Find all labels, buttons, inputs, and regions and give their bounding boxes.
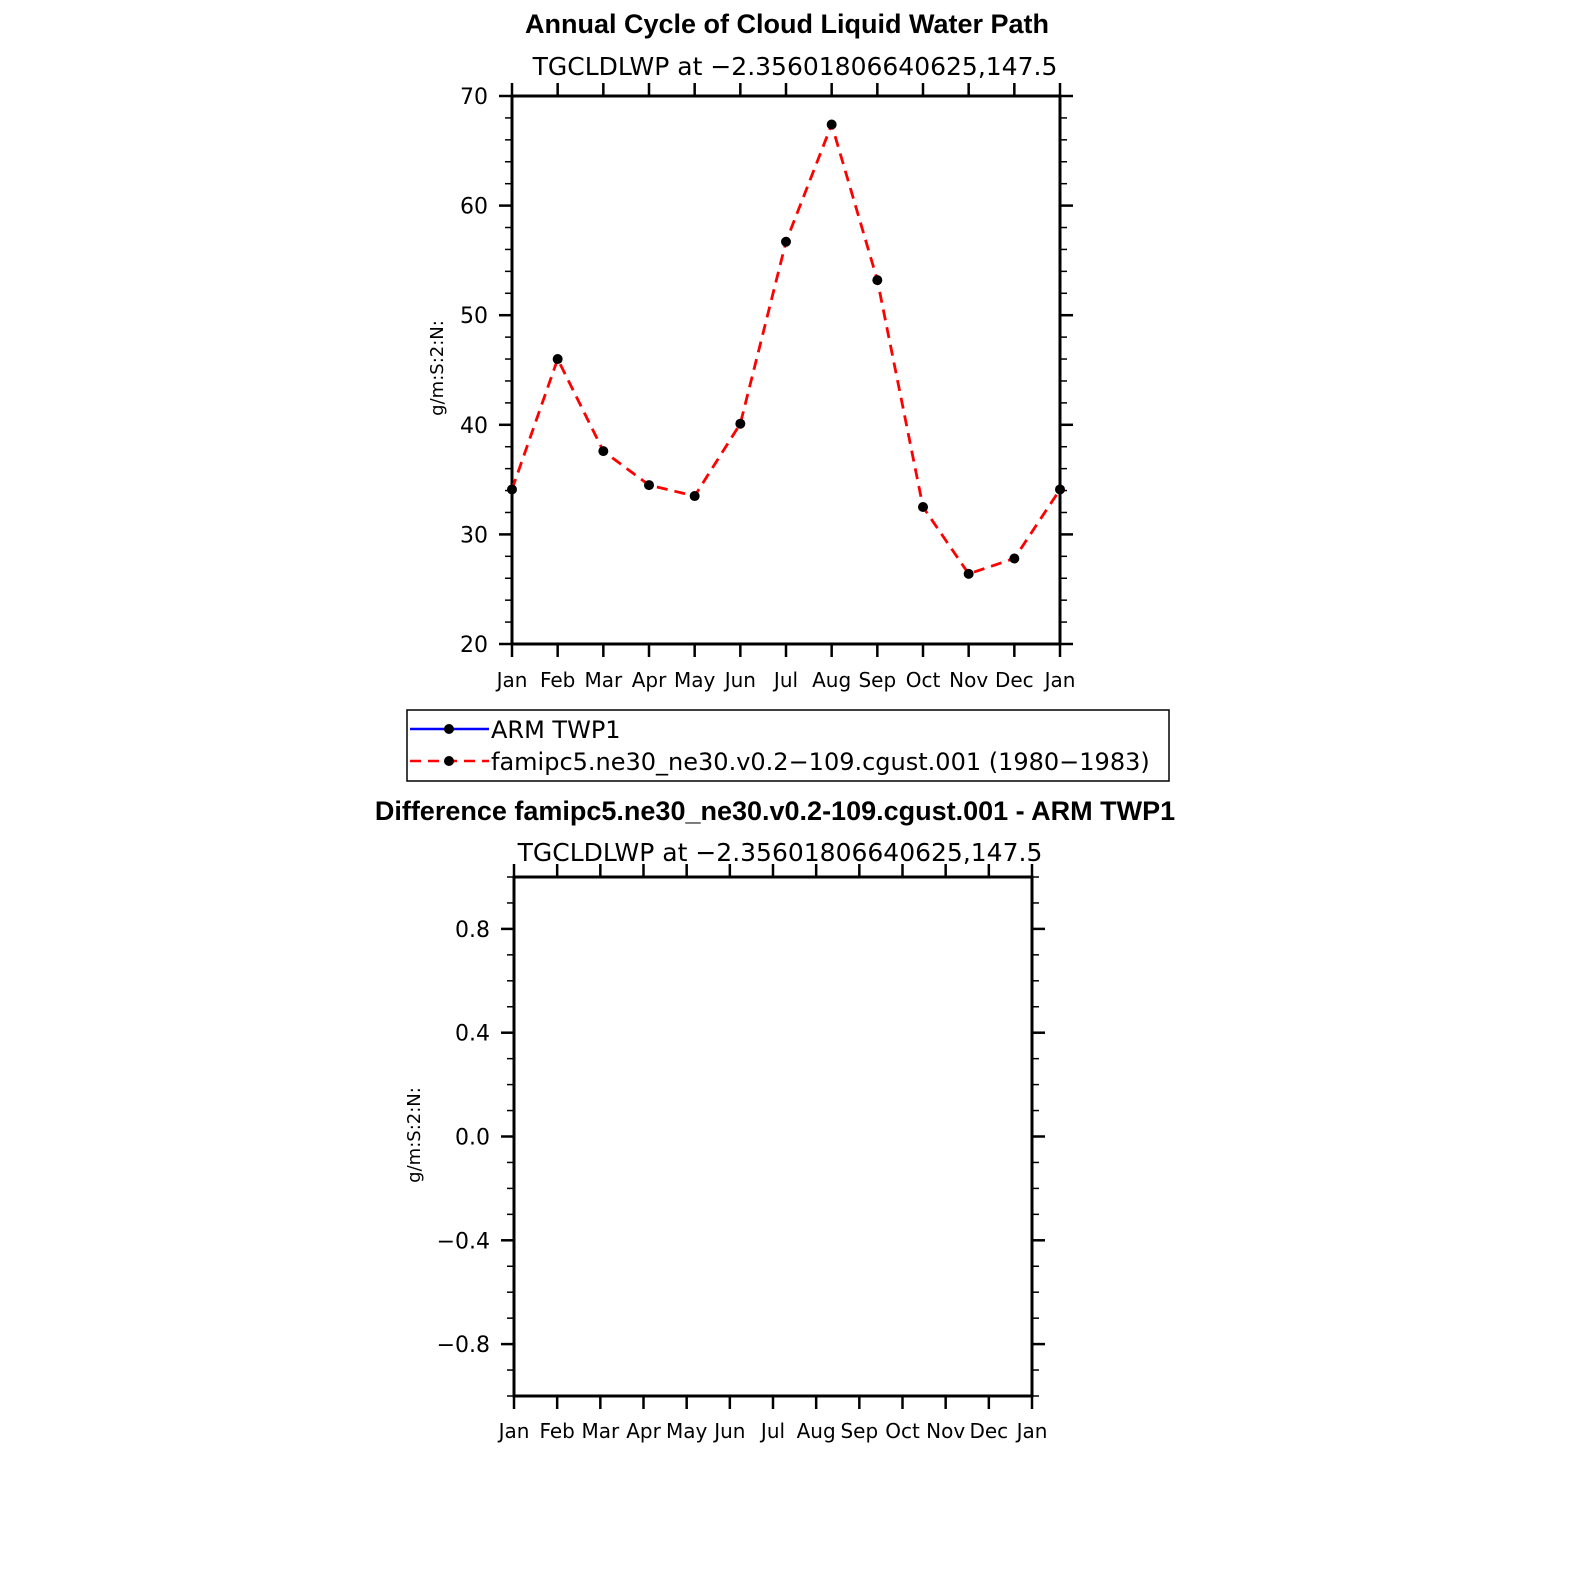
x-tick-label: Jan	[498, 1419, 530, 1443]
series-layer	[507, 119, 1065, 578]
x-tick-label: Mar	[581, 1419, 620, 1443]
y-tick-label: −0.4	[436, 1229, 490, 1255]
data-point	[918, 502, 928, 512]
y-tick-labels	[460, 85, 488, 658]
x-tick-label: Feb	[539, 1419, 575, 1443]
plot-axes	[501, 864, 1045, 1409]
series-line	[512, 124, 1060, 573]
data-point	[781, 237, 791, 247]
x-tick-label: Aug	[796, 1419, 836, 1443]
data-point	[553, 354, 563, 364]
x-tick-label: Sep	[858, 668, 897, 692]
y-tick-label: 0.0	[455, 1125, 490, 1151]
x-tick-label: Feb	[539, 668, 576, 692]
chart-subtitle: TGCLDLWP at −2.35601806640625,147.5	[517, 838, 1043, 867]
chart-title: Annual Cycle of Cloud Liquid Water Path	[524, 9, 1050, 39]
plot-frame	[512, 96, 1060, 644]
y-tick-label: −0.8	[436, 1333, 490, 1359]
x-tick-label: Jan	[496, 668, 528, 692]
chart-title: Difference famipc5.ne30_ne30.v0.2-109.cgust.001 - ARM TWP1	[374, 796, 1176, 826]
x-tick-label: Sep	[840, 1419, 879, 1443]
plot-axes	[499, 83, 1073, 657]
x-tick-label: Apr	[626, 1419, 661, 1443]
x-tick-label: Nov	[926, 1419, 966, 1443]
data-point	[598, 446, 608, 456]
data-point	[735, 419, 745, 429]
x-tick-label: Apr	[631, 668, 667, 692]
y-tick-label: 30	[460, 523, 488, 549]
x-tick-label: Dec	[969, 1419, 1009, 1443]
data-point	[690, 491, 700, 501]
y-tick-label: 20	[460, 633, 488, 658]
legend-marker-model	[444, 756, 454, 766]
annual-cycle-chart	[427, 9, 1075, 692]
legend-marker-arm	[444, 724, 454, 734]
x-tick-labels	[495, 668, 1076, 692]
data-point	[827, 119, 837, 129]
x-tick-label: Oct	[885, 1419, 920, 1443]
data-point	[507, 484, 517, 494]
y-axis-title: g/m:S:2:N:	[404, 1087, 425, 1183]
data-point	[872, 275, 882, 285]
y-tick-label: 70	[460, 85, 488, 110]
y-tick-label: 0.4	[455, 1021, 490, 1047]
difference-chart	[375, 796, 1175, 1443]
x-tick-label: Oct	[905, 668, 941, 692]
y-axis-title: g/m:S:2:N:	[427, 320, 448, 416]
x-tick-label: Dec	[994, 668, 1034, 692]
y-tick-label: 40	[460, 413, 488, 439]
x-tick-labels	[497, 1419, 1048, 1443]
chart-subtitle: TGCLDLWP at −2.35601806640625,147.5	[532, 52, 1058, 81]
x-tick-label: Nov	[949, 668, 989, 692]
x-tick-label: Jan	[1044, 668, 1076, 692]
data-point	[1009, 554, 1019, 564]
x-tick-label: Mar	[584, 668, 623, 692]
plot-frame	[514, 877, 1032, 1396]
x-tick-label: May	[673, 668, 716, 692]
data-point	[1055, 484, 1065, 494]
x-tick-label: Jul	[773, 668, 799, 692]
y-tick-label: 60	[460, 194, 488, 220]
x-tick-label: Jun	[714, 1419, 746, 1443]
y-tick-label: 50	[460, 304, 488, 330]
data-point	[964, 569, 974, 579]
x-tick-label: Jul	[760, 1419, 786, 1443]
x-tick-label: May	[665, 1419, 708, 1443]
legend-label-arm: ARM TWP1	[491, 716, 621, 744]
legend-label-model: famipc5.ne30_ne30.v0.2−109.cgust.001 (1980−1983)	[491, 748, 1150, 776]
x-tick-label: Aug	[812, 668, 852, 692]
y-tick-labels	[437, 918, 490, 1358]
data-point	[644, 480, 654, 490]
x-tick-label: Jun	[724, 668, 756, 692]
y-tick-label: 0.8	[455, 917, 490, 943]
x-tick-label: Jan	[1016, 1419, 1048, 1443]
legend	[407, 710, 1169, 781]
